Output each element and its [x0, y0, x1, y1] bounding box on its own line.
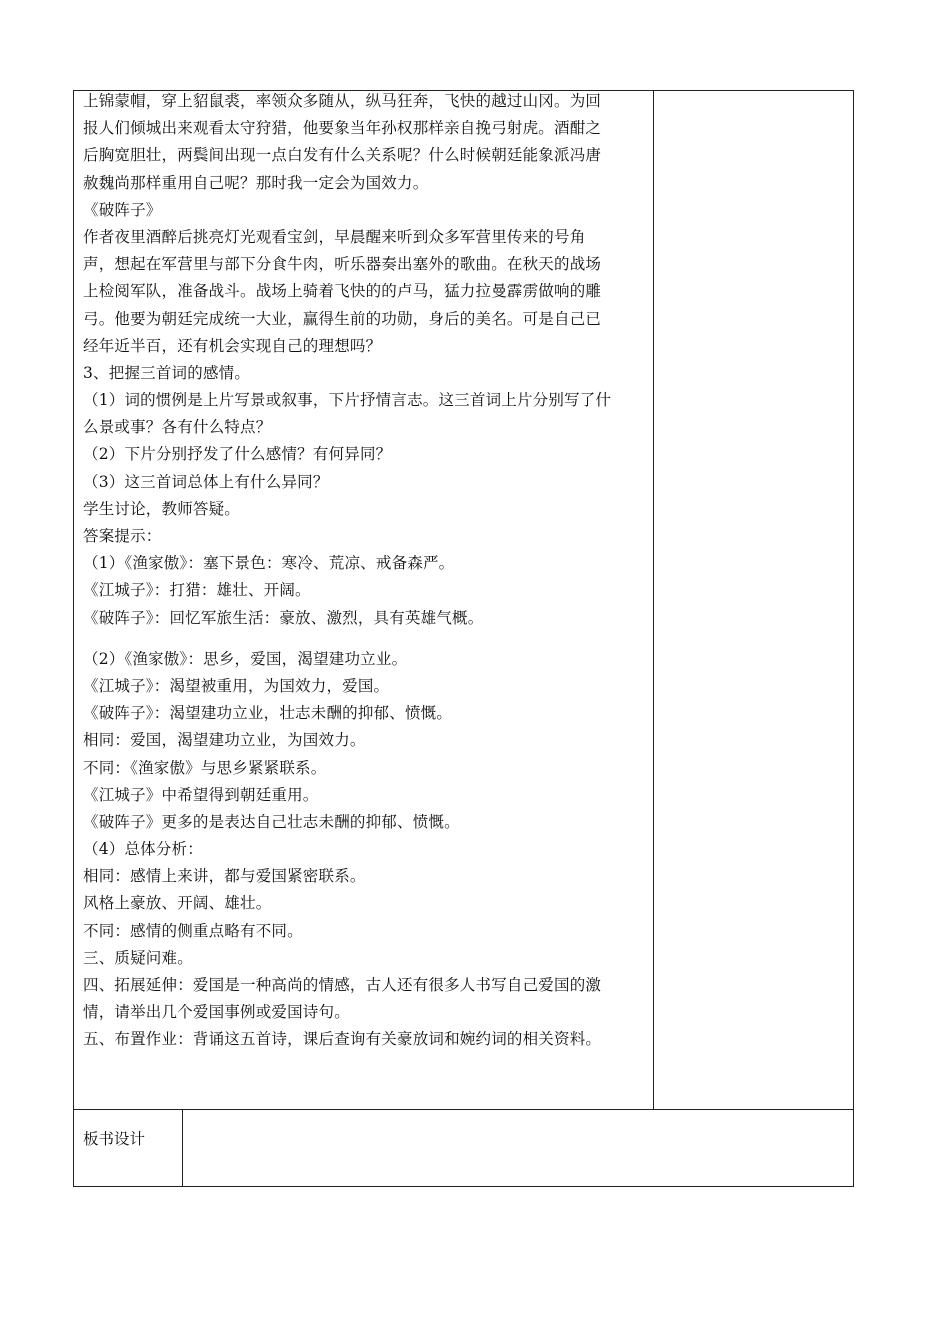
label-column-divider: [182, 1109, 183, 1187]
lesson-content: [83, 88, 651, 1054]
text-line: （2）《渔家傲》：思乡，爱国，渴望建功立业。: [83, 649, 408, 668]
text-line: 经年近半百，还有机会实现自己的理想吗？: [83, 336, 382, 355]
text-line: 《破阵子》: [83, 200, 162, 219]
text-line: 《破阵子》：渴望建功立业，壮志未酬的抑郁、愤慨。: [83, 704, 453, 723]
table-border-left: [73, 90, 74, 1187]
text-line: （2）下片分别抒发了什么感情？有何异同？: [83, 445, 392, 464]
text-line: 风格上豪放、开阔、雄壮。: [83, 894, 272, 913]
text-line: 报人们倾城出来观看太守狩猎，他要象当年孙权那样亲自挽弓射虎。酒酣之: [83, 119, 602, 138]
text-line: 相同：感情上来讲，都与爱国紧密联系。: [83, 867, 366, 886]
table-border-bottom: [73, 1186, 854, 1187]
table-border-right: [853, 90, 854, 1187]
text-line: 上检阅军队，准备战斗。战场上骑着飞快的的卢马，猛力拉曼霹雳做响的雕: [83, 282, 602, 301]
text-line: 弓。他要为朝廷完成统一大业，赢得生前的功勋，身后的美名。可是自己已: [83, 309, 602, 328]
text-line: 情，请举出几个爱国事例或爱国诗句。: [83, 1003, 350, 1022]
notes-column-divider: [653, 90, 654, 1109]
text-line: 赦魏尚那样重用自己呢？那时我一定会为国效力。: [83, 173, 429, 192]
text-line: 四、拓展延伸：爱国是一种高尚的情感，古人还有很多人书写自己爱国的激: [83, 976, 602, 994]
text-line: 声，想起在军营里与部下分食牛肉，听乐器奏出塞外的歌曲。在秋天的战场: [83, 255, 602, 274]
text-line: 《江城子》：打猎：雄壮、开阔。: [83, 581, 311, 600]
text-line: 答案提示：: [83, 527, 162, 545]
text-line: 五、布置作业：背诵这五首诗，课后查询有关豪放词和婉约词的相关资料。: [83, 1030, 602, 1049]
row-divider: [73, 1109, 854, 1110]
text-line: 后胸宽胆壮，两鬓间出现一点白发有什么关系呢？什么时候朝廷能象派冯唐: [83, 146, 602, 165]
text-line: （1）《渔家傲》：塞下景色：寒冷、荒凉、戒备森严。: [83, 554, 455, 573]
text-line: 学生讨论，教师答疑。: [83, 499, 241, 518]
text-line: （3）这三首词总体上有什么异同？: [83, 472, 329, 491]
text-line: 相同：爱国，渴望建功立业，为国效力。: [83, 731, 366, 750]
text-line: 《江城子》：渴望被重用，为国效力，爱国。: [83, 676, 390, 695]
text-line: 《破阵子》：回忆军旅生活：豪放、激烈，具有英雄气概。: [83, 608, 484, 627]
text-line: 不同：感情的侧重点略有不同。: [83, 921, 303, 940]
content-block-2: [83, 646, 651, 1054]
text-line: 《江城子》中希望得到朝廷重用。: [83, 785, 319, 804]
text-line: 作者夜里酒醉后挑亮灯光观看宝剑，早晨醒来听到众多军营里传来的号角: [83, 227, 586, 246]
text-line: （4）总体分析：: [83, 840, 203, 859]
text-line: （1）词的惯例是上片写景或叙事，下片抒情言志。这三首词上片分别写了什: [83, 391, 612, 410]
text-line: 3、把握三首词的感情。: [83, 363, 251, 382]
content-block-1: [83, 88, 651, 632]
board-design-label: 板书设计: [83, 1130, 146, 1148]
text-line: 上锦蒙帽，穿上貂鼠裘，率领众多随从，纵马狂奔，飞快的越过山冈。为回: [83, 92, 602, 110]
text-line: 三、质疑问难。: [83, 948, 193, 967]
text-line: 不同：《渔家傲》与思乡紧紧联系。: [83, 758, 327, 777]
text-line: 么景或事？各有什么特点？: [83, 418, 272, 437]
text-line: 《破阵子》更多的是表达自己壮志未酬的抑郁、愤慨。: [83, 812, 460, 831]
